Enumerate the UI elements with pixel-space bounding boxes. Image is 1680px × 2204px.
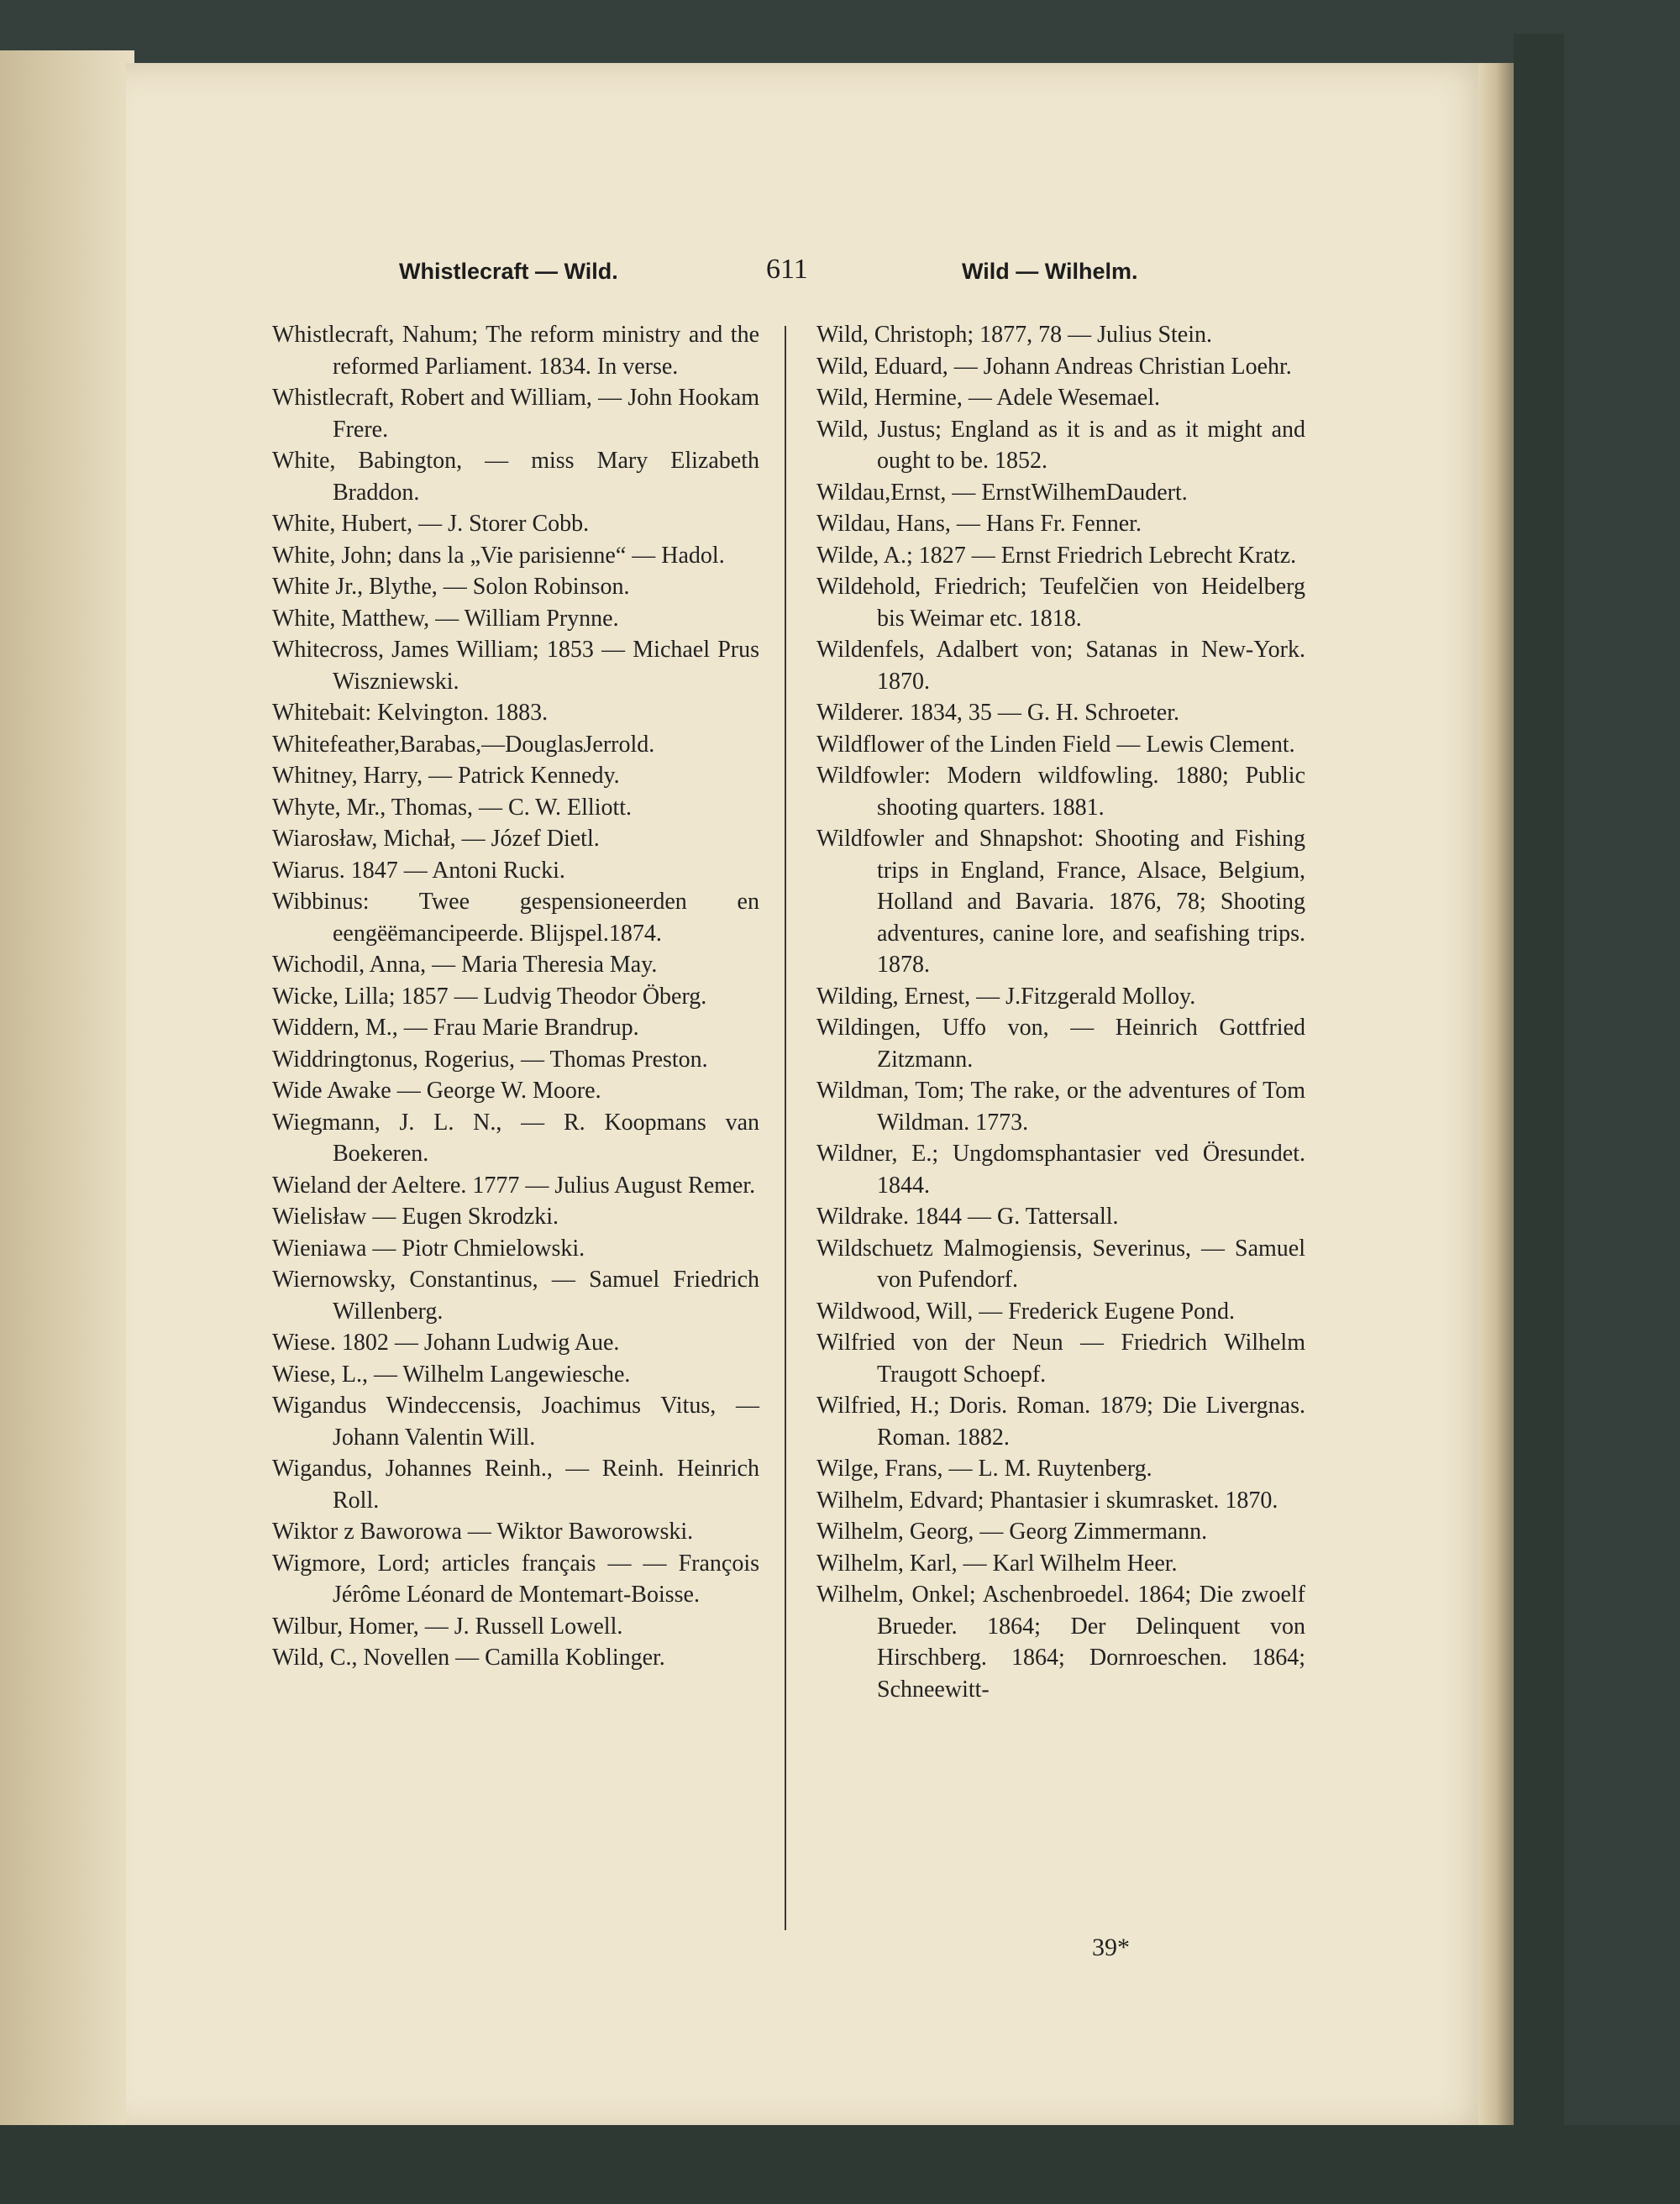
index-entry: Wieniawa — Piotr Chmielowski. bbox=[272, 1235, 585, 1262]
index-entry: Wildenfels, Adalbert von; Satanas in New-York. 1870. bbox=[816, 637, 1305, 695]
index-entry: Wildingen, Uffo von, — Heinrich Gottfried Zitzmann. bbox=[816, 1015, 1305, 1073]
index-entry: Wild, Justus; England as it is and as it might and ought to be. 1852. bbox=[816, 416, 1305, 474]
index-entry: Wildwood, Will, — Frederick Eugene Pond. bbox=[816, 1298, 1236, 1325]
index-entry: Wiktor z Baworowa — Wiktor Baworowski. bbox=[272, 1519, 694, 1545]
index-entry: Wilfried von der Neun — Friedrich Wilhelm Traugott Schoepf. bbox=[816, 1330, 1305, 1388]
index-entry: Wilfried, H.; Doris. Roman. 1879; Die Livergnas. Roman. 1882. bbox=[816, 1393, 1305, 1451]
signature-mark: 39* bbox=[1092, 1934, 1130, 1961]
left-page-edge bbox=[0, 50, 134, 2133]
index-entry: White Jr., Blythe, — Solon Robinson. bbox=[272, 574, 630, 600]
index-entry: Wildrake. 1844 — G. Tattersall. bbox=[816, 1204, 1119, 1230]
right-column bbox=[816, 319, 1305, 1705]
index-entry: Wichodil, Anna, — Maria Theresia May. bbox=[272, 952, 658, 978]
index-entry: Widdern, M., — Frau Marie Brandrup. bbox=[272, 1015, 639, 1041]
index-entry: Wildner, E.; Ungdomsphantasier ved Öresundet. 1844. bbox=[816, 1141, 1305, 1199]
index-entry: Whitefeather,Barabas,—DouglasJerrold. bbox=[272, 731, 655, 758]
page-number: 611 bbox=[766, 254, 808, 285]
index-entry: Wildflower of the Linden Field — Lewis Clement. bbox=[816, 731, 1295, 758]
index-entry: Wiarus. 1847 — Antoni Rucki. bbox=[272, 857, 565, 884]
index-entry: Wild, Eduard, — Johann Andreas Christian Loehr. bbox=[816, 353, 1292, 380]
index-entry: Wilhelm, Edvard; Phantasier i skumrasket. 1870. bbox=[816, 1487, 1278, 1514]
index-entry: Wilde, A.; 1827 — Ernst Friedrich Lebrecht Kratz. bbox=[816, 542, 1297, 569]
index-entry: Wildehold, Friedrich; Teufelčien von Heidelberg bis Weimar etc. 1818. bbox=[816, 574, 1305, 632]
index-entry: Wilding, Ernest, — J.Fitzgerald Molloy. bbox=[816, 983, 1196, 1010]
index-entry: Wilhelm, Georg, — Georg Zimmermann. bbox=[816, 1519, 1208, 1545]
header-left: Whistlecraft — Wild. bbox=[399, 259, 618, 284]
index-entry: Wicke, Lilla; 1857 — Ludvig Theodor Öberg. bbox=[272, 983, 707, 1010]
index-entry: Whitecross, James William; 1853 — Michael Prus Wiszniewski. bbox=[272, 637, 759, 695]
index-entry: Wilge, Frans, — L. M. Ruytenberg. bbox=[816, 1456, 1152, 1482]
index-entry: Wilhelm, Onkel; Aschenbroedel. 1864; Die zwoelf Brueder. 1864; Der Delinquent von Hirschberg. 1864; Dornroeschen. 1864; Schneewitt- bbox=[816, 1582, 1305, 1703]
index-entry: Wildau, Hans, — Hans Fr. Fenner. bbox=[816, 511, 1142, 537]
left-column bbox=[272, 319, 759, 1674]
index-entry: Wigmore, Lord; articles français — — François Jérôme Léonard de Montemart-Boisse. bbox=[272, 1550, 759, 1608]
index-entry: Wiese. 1802 — Johann Ludwig Aue. bbox=[272, 1330, 620, 1356]
index-entry: Wiarosław, Michał, — Józef Dietl. bbox=[272, 826, 600, 852]
index-entry: Widdringtonus, Rogerius, — Thomas Preston. bbox=[272, 1046, 708, 1073]
index-entry: Whitney, Harry, — Patrick Kennedy. bbox=[272, 763, 620, 789]
index-entry: Wild, Hermine, — Adele Wesemael. bbox=[816, 385, 1160, 411]
index-entry: Wildfowler and Shnapshot: Shooting and Fishing trips in England, France, Alsace, Belgium, Holland and Bavaria. 1876, 78; Shooting adventures, canine lore, and seafishing trips. 1878. bbox=[816, 826, 1305, 978]
book-cover-board bbox=[1514, 34, 1564, 2150]
column-rule bbox=[785, 326, 786, 1930]
index-entry: Wild, C., Novellen — Camilla Koblinger. bbox=[272, 1645, 665, 1671]
index-entry: Wildman, Tom; The rake, or the adventures of Tom Wildman. 1773. bbox=[816, 1078, 1305, 1136]
index-entry: Wide Awake — George W. Moore. bbox=[272, 1078, 601, 1104]
index-entry: Wielisław — Eugen Skrodzki. bbox=[272, 1204, 559, 1230]
index-entry: Wigandus Windeccensis, Joachimus Vitus, — Johann Valentin Will. bbox=[272, 1393, 759, 1451]
index-entry: Wieland der Aeltere. 1777 — Julius August Remer. bbox=[272, 1172, 756, 1199]
index-entry: Wigandus, Johannes Reinh., — Reinh. Heinrich Roll. bbox=[272, 1456, 759, 1514]
index-entry: Wildschuetz Malmogiensis, Severinus, — Samuel von Pufendorf. bbox=[816, 1235, 1305, 1293]
index-entry: White, Babington, — miss Mary Elizabeth Braddon. bbox=[272, 448, 759, 506]
index-entry: White, John; dans la „Vie parisienne“ — Hadol. bbox=[272, 542, 725, 569]
header-right: Wild — Wilhelm. bbox=[962, 259, 1138, 284]
index-entry: Whistlecraft, Nahum; The reform ministry and the reformed Parliament. 1834. In verse. bbox=[272, 322, 759, 380]
index-entry: Wildfowler: Modern wildfowling. 1880; Public shooting quarters. 1881. bbox=[816, 763, 1305, 821]
index-entry: White, Matthew, — William Prynne. bbox=[272, 605, 619, 632]
index-entry: Wildau,Ernst, — ErnstWilhemDaudert. bbox=[816, 479, 1188, 506]
index-entry: Wiese, L., — Wilhelm Langewiesche. bbox=[272, 1361, 631, 1388]
index-entry: Wiegmann, J. L. N., — R. Koopmans van Boekeren. bbox=[272, 1109, 759, 1167]
index-entry: Wilbur, Homer, — J. Russell Lowell. bbox=[272, 1613, 623, 1640]
book-cover-bottom bbox=[0, 2125, 1680, 2204]
index-entry: Wibbinus: Twee gespensioneerden en eengëëmancipeerde. Blijspel.1874. bbox=[272, 889, 759, 947]
index-entry: White, Hubert, — J. Storer Cobb. bbox=[272, 511, 590, 537]
index-entry: Whistlecraft, Robert and William, — John Hookam Frere. bbox=[272, 385, 759, 443]
index-entry: Wilderer. 1834, 35 — G. H. Schroeter. bbox=[816, 700, 1180, 726]
index-entry: Wiernowsky, Constantinus, — Samuel Friedrich Willenberg. bbox=[272, 1267, 759, 1325]
index-entry: Whyte, Mr., Thomas, — C. W. Elliott. bbox=[272, 794, 633, 821]
index-entry: Wild, Christoph; 1877, 78 — Julius Stein. bbox=[816, 322, 1213, 348]
page-fore-edge bbox=[1478, 63, 1514, 2129]
index-entry: Whitebait: Kelvington. 1883. bbox=[272, 700, 549, 726]
running-header bbox=[0, 249, 1680, 299]
index-entry: Wilhelm, Karl, — Karl Wilhelm Heer. bbox=[816, 1550, 1178, 1577]
